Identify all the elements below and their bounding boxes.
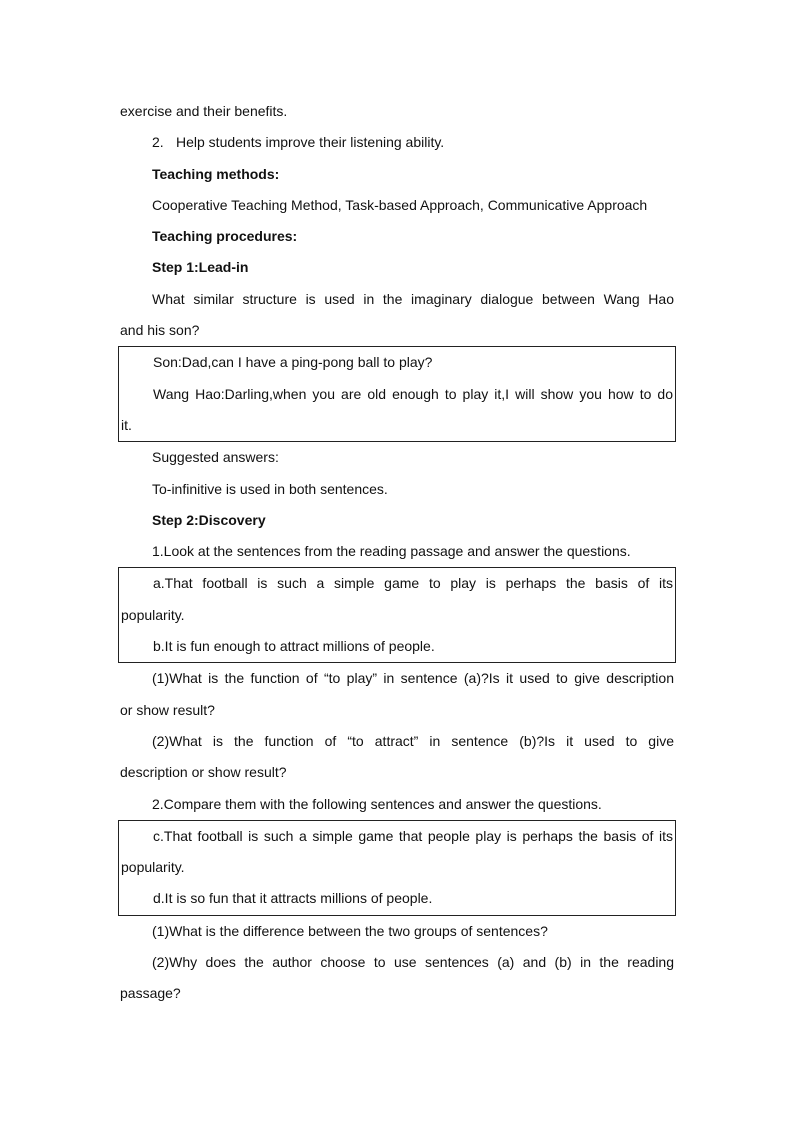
intro-continued: exercise and their benefits. <box>120 103 288 119</box>
question4-line2: passage? <box>120 985 181 1002</box>
procedures-heading: Teaching procedures: <box>152 228 298 245</box>
sentence-c-line1: c.That football is such a simple game that people play is perhaps the basis of its <box>153 827 673 844</box>
dialogue-wanghao-line-end: it. <box>121 416 132 433</box>
suggested-answer-text: To-infinitive is used in both sentences. <box>152 480 388 497</box>
question1-line1: (1)What is the function of “to play” in sentence (a)?Is it used to give description <box>152 670 674 687</box>
sentence-a-line2: popularity. <box>121 606 185 623</box>
methods-text: Cooperative Teaching Method, Task-based Approach, Communicative Approach <box>152 196 648 213</box>
objective-item-2 <box>120 127 674 158</box>
sentence-a-line1: a.That football is such a simple game to play is perhaps the basis of its <box>153 575 673 592</box>
sentence-d: d.It is so fun that it attracts millions of people. <box>153 890 433 907</box>
dialogue-wanghao-line: Wang Hao:Darling,when you are old enough to play it,I will show you how to do <box>153 385 673 402</box>
dialogue-box <box>118 346 676 442</box>
sentence-c-line2: popularity. <box>121 859 185 876</box>
question3: (1)What is the difference between the two groups of sentences? <box>152 922 548 939</box>
question2-line1: (2)What is the function of “to attract” in sentence (b)?Is it used to give <box>152 732 674 749</box>
dialogue-son-line: Son:Dad,can I have a ping-pong ball to play? <box>153 354 433 371</box>
step1-heading: Step 1:Lead-in <box>152 259 249 276</box>
methods-heading: Teaching methods: <box>152 165 280 182</box>
question2-line2: description or show result? <box>120 764 287 781</box>
step2-heading: Step 2:Discovery <box>152 511 266 528</box>
objective-text: Help students improve their listening ability. <box>176 134 445 151</box>
step2-task2: 2.Compare them with the following sentences and answer the questions. <box>152 795 602 812</box>
sentences-box-ab <box>118 567 676 663</box>
suggested-answers-label: Suggested answers: <box>152 449 279 466</box>
sentence-b: b.It is fun enough to attract millions of people. <box>153 638 435 655</box>
sentences-box-cd <box>118 820 676 916</box>
question1-line2: or show result? <box>120 701 215 718</box>
question4-line1: (2)Why does the author choose to use sentences (a) and (b) in the reading <box>152 954 674 971</box>
step2-task1: 1.Look at the sentences from the reading passage and answer the questions. <box>152 543 631 560</box>
objective-number: 2. <box>152 134 164 151</box>
step1-question-line1: What similar structure is used in the imaginary dialogue between Wang Hao <box>152 290 674 307</box>
lesson-plan-body <box>120 96 674 1010</box>
step1-question-line2: and his son? <box>120 322 200 339</box>
